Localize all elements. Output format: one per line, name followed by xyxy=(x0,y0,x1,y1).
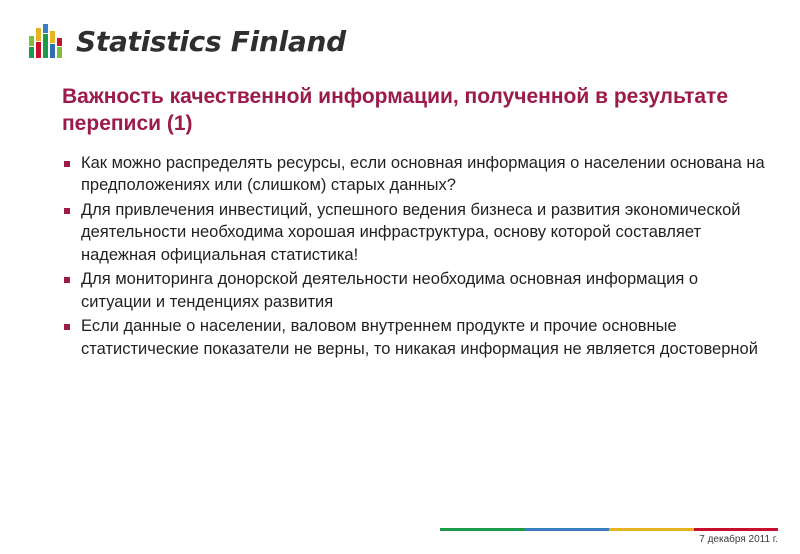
brand-name: Statistics Finland xyxy=(76,24,346,58)
list-item-text: Для привлечения инвестиций, успешного ведения бизнеса и развития экономической деятельности необходима хорошая инфраструктура, основу которой составляет надежная официальная статистика! xyxy=(81,200,741,264)
square-bullet-icon xyxy=(64,277,70,283)
square-bullet-icon xyxy=(64,208,70,214)
square-bullet-icon xyxy=(64,324,70,330)
statistics-finland-bars-logo xyxy=(28,22,66,60)
list-item xyxy=(62,152,767,197)
list-item xyxy=(62,268,767,313)
bullet-list xyxy=(62,152,767,362)
list-item-text: Как можно распределять ресурсы, если основная информация о населении основана на предположениях или (слишком) старых данных? xyxy=(81,154,765,195)
footer-date: 7 декабря 2011 г. xyxy=(699,534,778,545)
footer-color-rule xyxy=(440,528,778,531)
list-item-text: Для мониторинга донорской деятельности необходима основная информация о ситуации и тенденциях развития xyxy=(81,270,699,311)
list-item-text: Если данные о населении, валовом внутреннем продукте и прочие основные статистические показатели не верны, то никакая информация не является достоверной xyxy=(81,317,758,358)
list-item xyxy=(62,315,767,360)
brand-logo xyxy=(28,22,346,60)
square-bullet-icon xyxy=(64,161,70,167)
list-item xyxy=(62,199,767,266)
slide-title: Важность качественной информации, полученной в результате переписи (1) xyxy=(62,85,729,135)
